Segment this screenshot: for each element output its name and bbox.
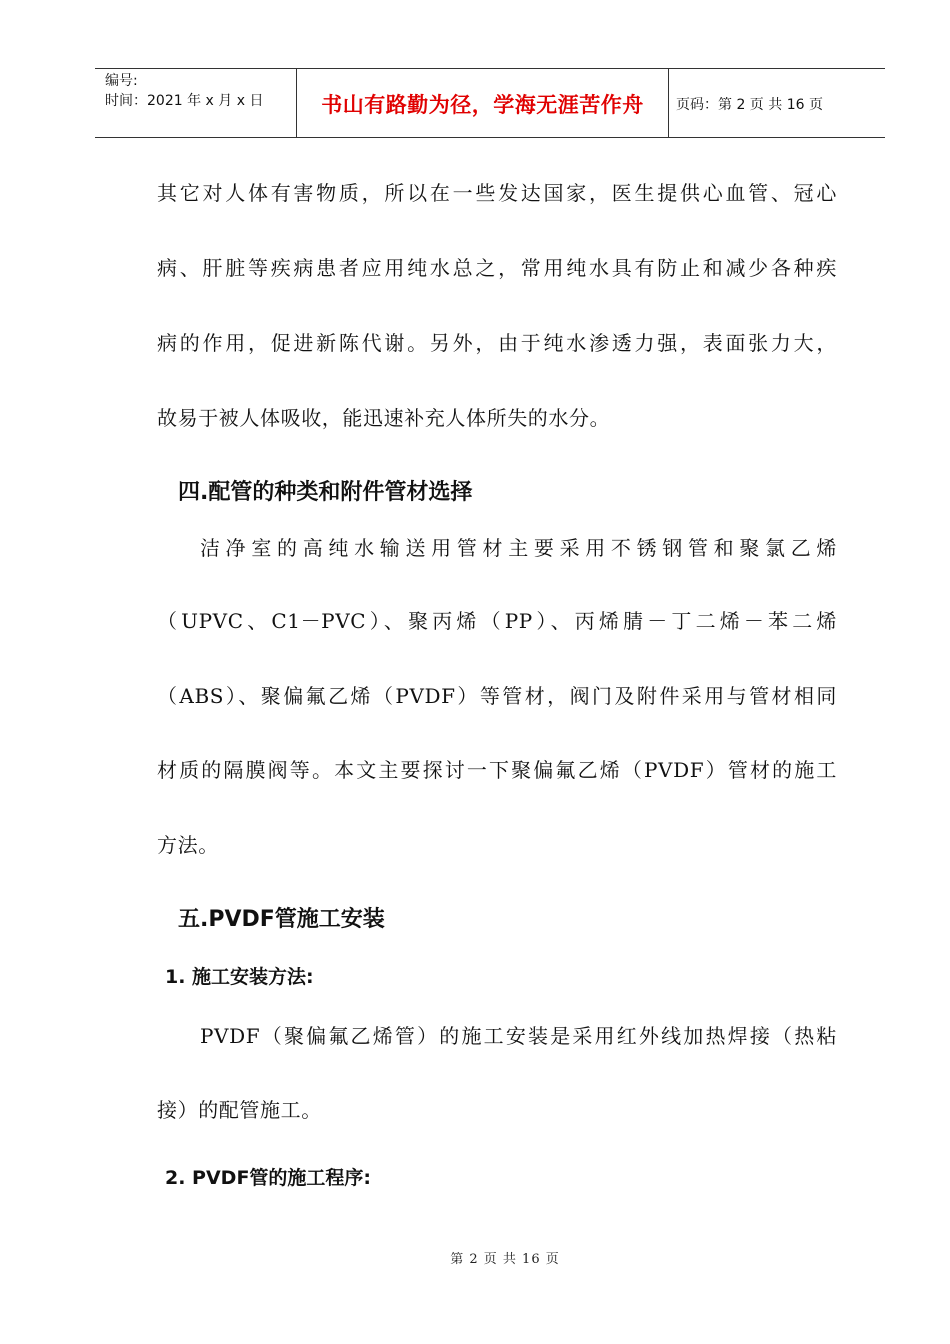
header-meta-cell xyxy=(95,69,295,137)
paragraph-line: PVDF（聚偏氟乙烯管）的施工安装是采用红外线加热焊接（热粘 xyxy=(200,1024,837,1048)
page-footer: 第 2 页 共 16 页 xyxy=(450,1252,560,1267)
section-heading: 五.PVDF管施工安装 xyxy=(178,907,385,932)
header-motto-cell xyxy=(296,69,669,137)
paragraph-line: 其它对人体有害物质，所以在一些发达国家，医生提供心血管、冠心 xyxy=(157,181,837,205)
paragraph-line: 洁净室的高纯水输送用管材主要采用不锈钢管和聚氯乙烯 xyxy=(200,536,837,560)
paragraph-line: 接）的配管施工。 xyxy=(157,1098,322,1122)
subsection-heading: 2. PVDF管的施工程序: xyxy=(165,1167,372,1189)
section-heading: 四.配管的种类和附件管材选择 xyxy=(178,480,473,505)
subsection-heading: 1. 施工安装方法: xyxy=(165,966,314,988)
paragraph-line: 故易于被人体吸收，能迅速补充人体所失的水分。 xyxy=(157,406,611,430)
document-header xyxy=(95,68,885,138)
header-motto: 书山有路勤为径，学海无涯苦作舟 xyxy=(321,93,644,117)
paragraph-line: （UPVC、C1－PVC）、聚丙烯（PP）、丙烯腈－丁二烯－苯二烯 xyxy=(157,609,837,633)
header-page-cell xyxy=(668,69,885,137)
paragraph-line: 病、肝脏等疾病患者应用纯水总之，常用纯水具有防止和减少各种疾 xyxy=(157,256,837,280)
paragraph-line: 材质的隔膜阀等。本文主要探讨一下聚偏氟乙烯（PVDF）管材的施工 xyxy=(157,758,837,782)
header-page-number: 页码：第 2 页 共 16 页 xyxy=(676,97,823,113)
document-code-label: 编号: xyxy=(105,73,138,89)
paragraph-line: （ABS）、聚偏氟乙烯（PVDF）等管材，阀门及附件采用与管材相同 xyxy=(157,684,837,708)
paragraph-line: 方法。 xyxy=(157,833,219,857)
document-date: 时间：2021 年 x 月 x 日 xyxy=(105,93,264,109)
paragraph-line: 病的作用，促进新陈代谢。另外，由于纯水渗透力强，表面张力大， xyxy=(157,331,837,355)
